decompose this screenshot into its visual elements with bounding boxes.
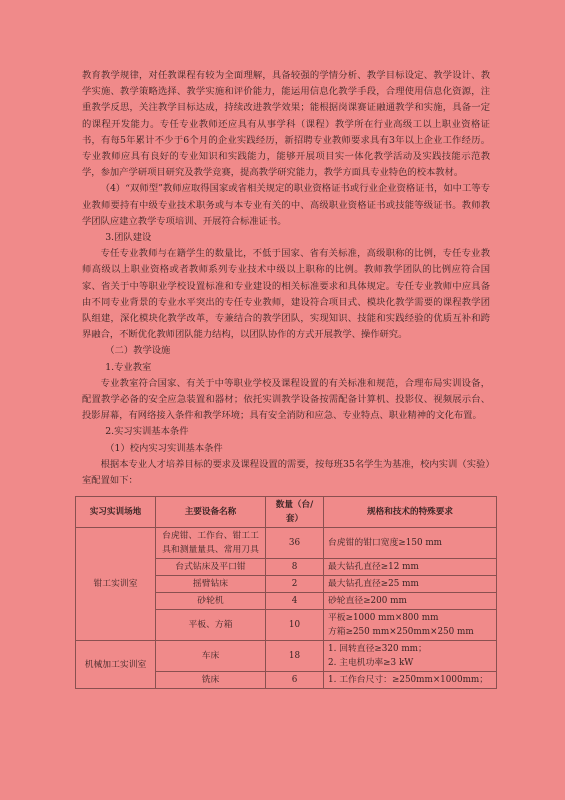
cell-equipment: 摇臂钻床 (156, 576, 266, 593)
cell-quantity: 4 (266, 593, 324, 610)
cell-spec: 台虎钳的钳口宽度≥150 mm (324, 528, 497, 559)
cell-equipment: 台虎钳、工作台、钳工工具和测量量具、常用刀具 (156, 528, 266, 559)
cell-quantity: 2 (266, 576, 324, 593)
paragraph-team: 专任专业教师与在籍学生的数量比，不低于国家、省有关标准，高级职称的比例，专任专业教师高级以上职业资格或者教师系列专业技术中级以上职称的比例。教师教学团队的比例应符合国家、省关于中等职业学校设置标准和专业建设的相关标准要求和具体规定。专任专业教师中应具备由不同专业背景的专业水平突出的专任专业教师，建设符合项目式、模块化教学需要的课程教学团队组建，深化模块化教学改革，专兼结合的教学团队，实现知识、技能和实践经验的优质互补和跨界融合，不断优化教师团队能力结构，以团队协作的方式开展教学、操作研究。 (82, 248, 490, 341)
cell-spec: 1. 工作台尺寸：≥250mm×1000mm； (324, 672, 497, 689)
header-site: 实习实训场地 (76, 497, 156, 528)
cell-spec: 1. 回转直径≥320 mm； 2. 主电机功率≥3 kW (324, 641, 497, 672)
cell-equipment: 铣床 (156, 672, 266, 689)
body-text-top (82, 68, 490, 489)
table-row (76, 641, 497, 672)
cell-spec: 最大钻孔直径≥25 mm (324, 576, 497, 593)
heading-classroom: 1.专业教室 (105, 361, 152, 373)
table-body (76, 528, 497, 689)
cell-equipment: 台式钻床及平口钳 (156, 559, 266, 576)
paragraph-dual-teacher: （4）“双师型”教师应取得国家或省相关规定的职业资格证书或行业企业资格证书，如中工等专业教师要持有中级专业技术职务或与本专业有关的中、高级职业资格证书或技能等级证书。教师教学团队应建立教学专项培训、开展符合标准证书。 (82, 183, 490, 227)
paragraph-campus: 根据本专业人才培养目标的要求及课程设置的需要，按每班35名学生为基准，校内实训（实验）室配置如下： (82, 458, 490, 487)
table-header-row (76, 497, 497, 528)
header-equipment: 主要设备名称 (156, 497, 266, 528)
paragraph-classroom: 专业教室符合国家、有关于中等职业学校及课程设置的有关标准和规范，合理布局实训设备，配置教学必备的安全应急装置和器材；依托实训教学设备按需配备计算机、投影仪、视频展示台、投影屏幕，有网络接入条件和教学环境；具有安全消防和应急、专业特点、职业精神的文化布置。 (82, 377, 490, 422)
heading-training: 2.实习实训基本条件 (105, 426, 189, 438)
cell-quantity: 10 (266, 610, 324, 641)
header-quantity: 数量（台/套） (266, 497, 324, 528)
heading-conditions: （二）教学设施 (105, 345, 171, 357)
heading-campus: （1）校内实习实训基本条件 (105, 442, 223, 454)
cell-quantity: 8 (266, 559, 324, 576)
cell-quantity: 6 (266, 672, 324, 689)
cell-equipment: 砂轮机 (156, 593, 266, 610)
cell-site: 机械加工实训室 (76, 641, 156, 689)
cell-spec: 平板≥1000 mm×800 mm 方箱≥250 mm×250mm×250 mm (324, 610, 497, 641)
cell-equipment: 车床 (156, 641, 266, 672)
cell-equipment: 平板、方箱 (156, 610, 266, 641)
equipment-table (75, 496, 497, 689)
cell-quantity: 18 (266, 641, 324, 672)
cell-quantity: 36 (266, 528, 324, 559)
cell-spec: 最大钻孔直径≥12 mm (324, 559, 497, 576)
paragraph-teacher-quality: 教育教学规律，对任教课程有较为全面理解，具备较强的学情分析、教学目标设定、教学设计、教学实施、教学策略选择、教学实施和评价能力，能运用信息化教学手段，合理使用信息化资源，注重教学反思，关注教学目标达成，持续改进教学效果；能根据岗课赛证融通教学和实施，具备一定的课程开发能力。专任专业教师还应具有从事学科（课程）教学所在行业高级工以上职业资格证书，有每5年累计不少于6个月的企业实践经历，新招聘专业教师要求具有3年以上企业工作经历。专业教师应具有良好的专业知识和实践能力，能够开展项目实一体化教学活动及实践技能示范教学，参加产学研项目研究及教学竞赛，提高教学研究能力，教学方面具专业特色的校本教材。 (82, 70, 490, 179)
cell-spec: 砂轮直径≥200 mm (324, 593, 497, 610)
heading-team: 3.团队建设 (105, 232, 152, 244)
table-row (76, 528, 497, 559)
header-spec: 规格和技术的特殊要求 (324, 497, 497, 528)
cell-site: 钳工实训室 (76, 528, 156, 641)
